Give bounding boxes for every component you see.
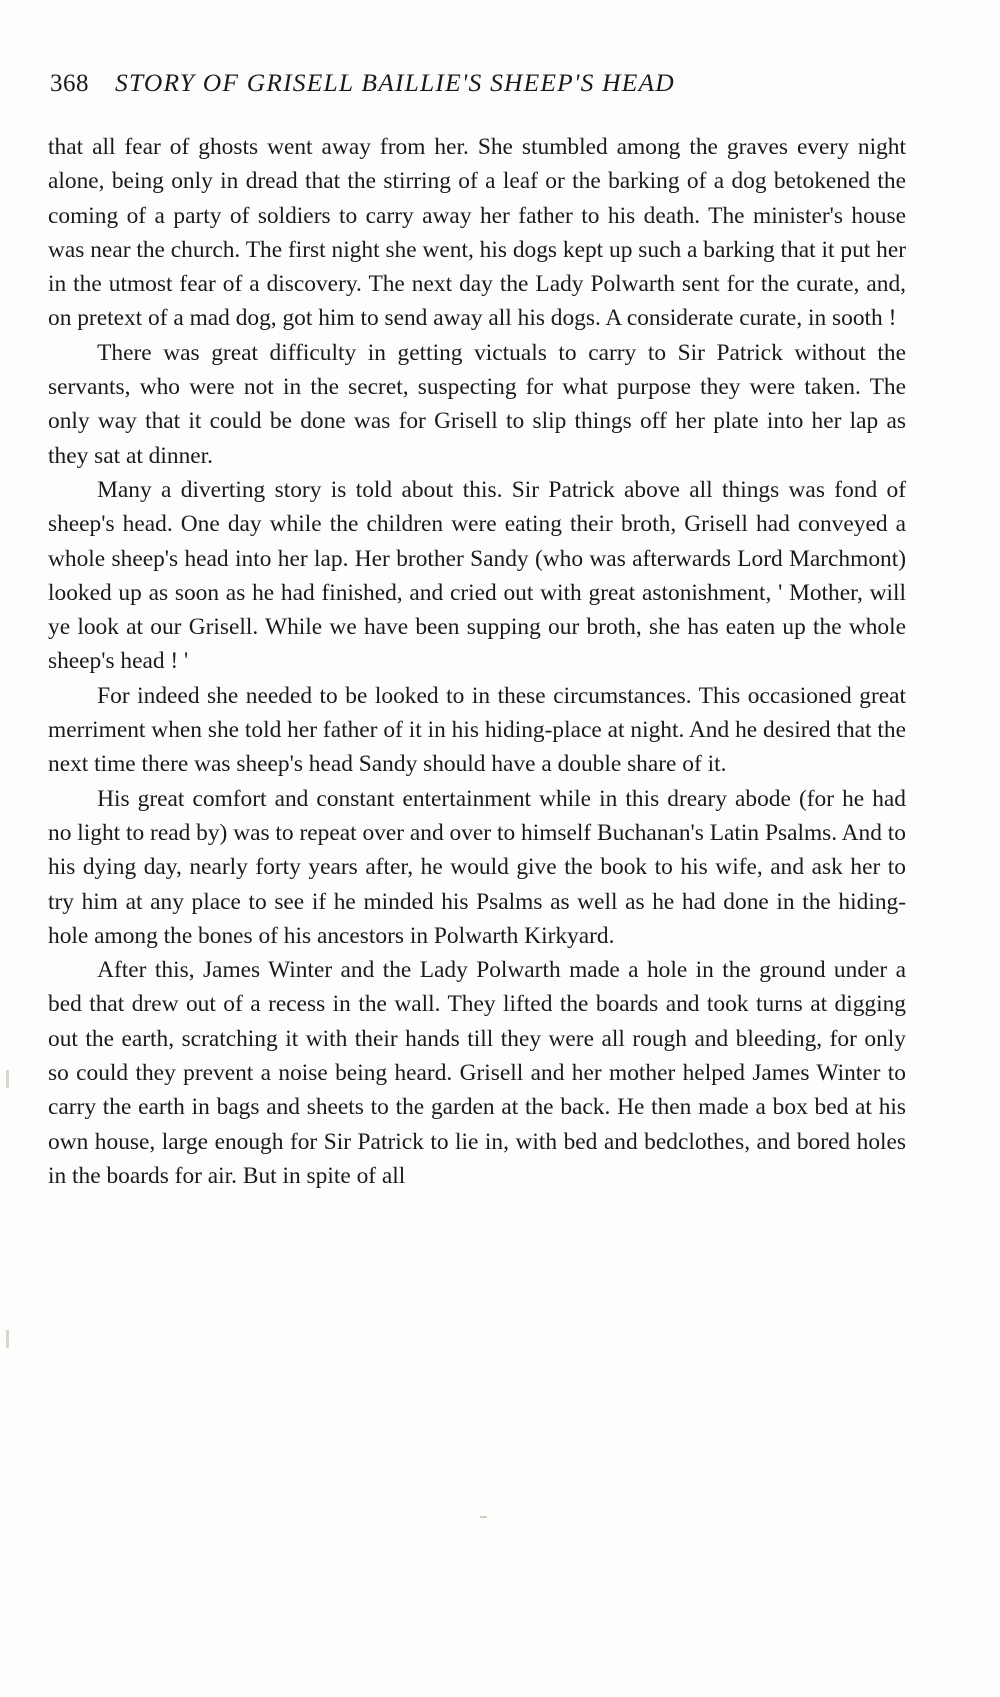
page-header — [50, 68, 950, 98]
page-edge-mark — [6, 1330, 9, 1348]
paragraph: After this, James Winter and the Lady Polwarth made a hole in the ground under a bed that drew out of a recess in the wall. They lifted the boards and took turns at digging out the earth, scratching it with their hands till they were all rough and bleeding, for only so could they prevent a noise being heard. Grisell and her mother helped James Winter to carry the earth in bags and sheets to the garden at the back. He then made a box bed at his own house, large enough for Sir Patrick to lie in, with bed and bedclothes, and bored holes in the boards for air. But in spite of all — [48, 957, 906, 1189]
paragraph: Many a diverting story is told about this. Sir Patrick above all things was fond of sheep's head. One day while the children were eating their broth, Grisell had conveyed a whole sheep's head into her lap. Her brother Sandy (who was afterwards Lord Marchmont) looked up as soon as he had finished, and cried out with great astonishment, ' Mother, will ye look at our Grisell. While we have been supping our broth, she has eaten up the whole sheep's head ! ' — [48, 476, 906, 675]
paragraph: His great comfort and constant entertainment while in this dreary abode (for he had no light to read by) was to repeat over and over to himself Buchanan's Latin Psalms. And to his dying day, nearly forty years after, he would give the book to his wife, and ask her to try him at any place to see if he minded his Psalms as well as he had done in the hiding-hole among the bones of his ancestors in Polwarth Kirkyard. — [48, 785, 906, 949]
page-number: 368 — [50, 70, 89, 97]
running-title: STORY OF GRISELL BAILLIE'S SHEEP'S HEAD — [115, 68, 675, 97]
paragraph: that all fear of ghosts went away from her. She stumbled among the graves every night alone, being only in dread that the stirring of a leaf or the barking of a dog betokened the coming of a party of soldiers to carry away her father to his death. The minister's house was near the church. The first night she went, his dogs kept up such a barking that it put her in the utmost fear of a discovery. The next day the Lady Polwarth sent for the curate, and, on pretext of a mad dog, got him to send away all his dogs. A considerate curate, in sooth ! — [48, 134, 906, 332]
paragraph: For indeed she needed to be looked to in these circumstances. This occasioned great merriment when she told her father of it in his hiding-place at night. And he desired that the next time there was sheep's head Sandy should have a double share of it. — [48, 682, 906, 778]
body-text — [48, 130, 906, 1193]
page-edge-mark — [6, 1070, 9, 1088]
page-bottom-mark — [480, 1516, 487, 1518]
paragraph: There was great difficulty in getting victuals to carry to Sir Patrick without the servants, who were not in the secret, suspecting for what purpose they were taken. The only way that it could be done was for Grisell to slip things off her plate into her lap as they sat at dinner. — [48, 339, 906, 469]
